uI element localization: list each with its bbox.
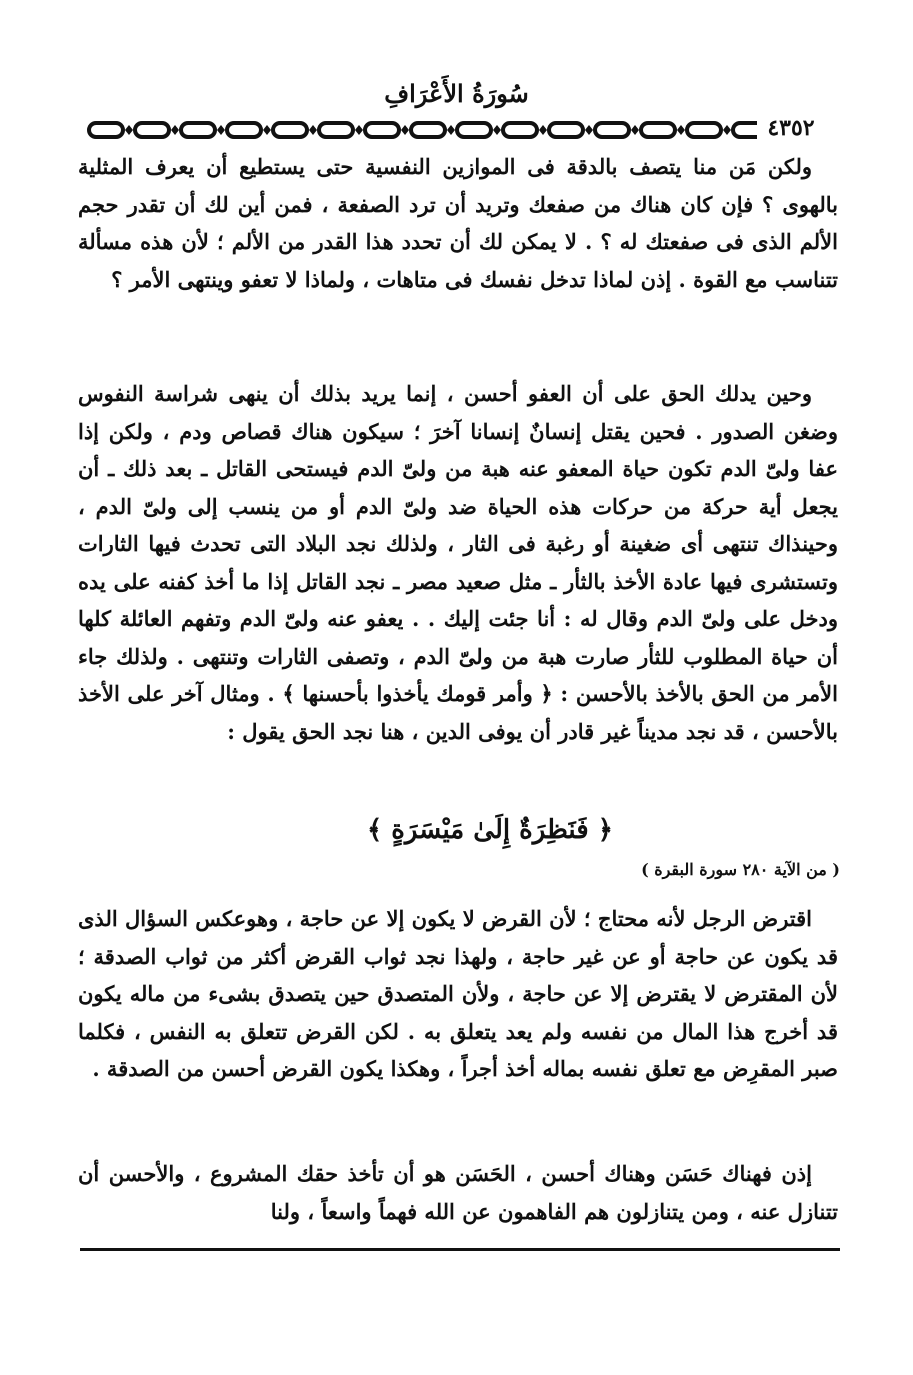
chain-diamond xyxy=(631,125,639,135)
chain-diamond xyxy=(539,125,547,135)
chain-link xyxy=(549,123,583,137)
ornamental-chain-border xyxy=(85,118,855,142)
chain-diamond xyxy=(447,125,455,135)
chain-link xyxy=(365,123,399,137)
chain-link xyxy=(411,123,445,137)
chain-diamond xyxy=(217,125,225,135)
chain-link xyxy=(641,123,675,137)
text-block-4 xyxy=(78,1155,838,1230)
paragraph: ولكن مَن منا يتصف بالدقة فى الموازين النفسية حتى يستطيع أن يعرف المثلية بالهوى ؟ فإن كان هناك من صفعك وتريد أن ترد الصفعة ، فمن أين لك أن تقدر حجم الألم الذى فى صفعتك له ؟ . لا يمكن لك أن تحدد هذا القدر من الألم ؛ لأن هذه مسألة تتناسب مع القوة . إذن لماذا تدخل نفسك فى متاهات ، ولماذا لا تعفو وينتهى الأمر ؟ xyxy=(78,154,838,292)
chain-diamond xyxy=(171,125,179,135)
footer-rule xyxy=(80,1248,840,1251)
chain-link xyxy=(457,123,491,137)
paragraph: وحين يدلك الحق على أن العفو أحسن ، إنما يريد بذلك أن ينهى شراسة النفوس وضغن الصدور . فحين يقتل إنسانٌ إنسانا آخرَ ؛ سيكون هناك قصاص ودم ، ولكن إذا عفا ولىّ الدم تكون حياة المعفو عنه هبة من ولىّ الدم فيستحى القاتل ـ بعد ذلك ـ أن يجعل أية حركة من حركات هذه الحياة ضد ولىّ الدم أو من ينسب إلى ولىّ الدم ، وحينذاك تنتهى أى ضغينة أو رغبة فى الثار ، ولذلك نجد البلاد التى تحدث فيها الثارات وتستشرى فيها عادة الأخذ بالثأر ـ مثل صعيد مصر ـ نجد القاتل إذا ما أخذ كفنه على يده ودخل على ولىّ الدم وقال له : أنا جئت إليك . . يعفو عنه ولىّ الدم وتفهم العائلة كلها أن حياة المطلوب للثأر صارت هبة من ولىّ الدم ، وتصفى الثارات وتنتهى . ولذلك جاء الأمر من الحق بالأخذ بالأحسن : ﴿ وأمر قومك يأخذوا بأحسنها ﴾ . ومثال آخر على الأخذ بالأحسن ، قد نجد مديناً غير قادر أن يوفى الدين ، هنا نجد الحق يقول : xyxy=(78,381,838,744)
chain-diamond xyxy=(585,125,593,135)
chain-link xyxy=(135,123,169,137)
chain-link xyxy=(319,123,353,137)
chain-diamond xyxy=(677,125,685,135)
chain-diamond xyxy=(723,125,731,135)
quran-verse: ﴿ فَنَظِرَةٌ إِلَىٰ مَيْسَرَةٍ ﴾ xyxy=(367,815,613,845)
chain-diamond xyxy=(309,125,317,135)
chain-link xyxy=(273,123,307,137)
surah-title: سُورَةُ الأَعْرَافِ xyxy=(384,79,529,108)
page-number: ٤٣٥٢ xyxy=(757,113,825,143)
verse-reference: ( من الآية ٢٨٠ سورة البقرة ) xyxy=(641,860,840,879)
chain-link xyxy=(687,123,721,137)
text-block-3 xyxy=(78,900,838,1088)
paragraph: اقترض الرجل لأنه محتاج ؛ لأن القرض لا يكون إلا عن حاجة ، وهوعكس السؤال الذى قد يكون عن حاجة أو عن غير حاجة ، ولهذا نجد ثواب القرض أكثر من ثواب الصدقة ؛ لأن المقترض لا يقترض إلا عن حاجة ، ولأن المتصدق حين يتصدق بشىء من ماله يكون قد أخرج هذا المال من نفسه ولم يعد يتعلق به . لكن القرض تتعلق به النفس ، فكلما صبر المقرِض مع تعلق نفسه بماله أخذ أجراً ، وهكذا يكون القرض أحسن من الصدقة . xyxy=(78,906,838,1081)
chain-link xyxy=(181,123,215,137)
chain-link xyxy=(503,123,537,137)
text-block-1 xyxy=(78,148,838,298)
chain-link xyxy=(89,123,123,137)
chain-link xyxy=(595,123,629,137)
chain-diamond xyxy=(355,125,363,135)
chain-diamond xyxy=(401,125,409,135)
paragraph: إذن فهناك حَسَن وهناك أحسن ، الحَسَن هو أن تأخذ حقك المشروع ، والأحسن أن تتنازل عنه ، ومن يتنازلون هم الفاهمون عن الله فهماً واسعاً ، ولنا xyxy=(78,1161,838,1224)
text-block-2 xyxy=(78,375,838,750)
chain-diamond xyxy=(493,125,501,135)
chain-diamond xyxy=(263,125,271,135)
chain-diamond xyxy=(125,125,133,135)
chain-link xyxy=(227,123,261,137)
